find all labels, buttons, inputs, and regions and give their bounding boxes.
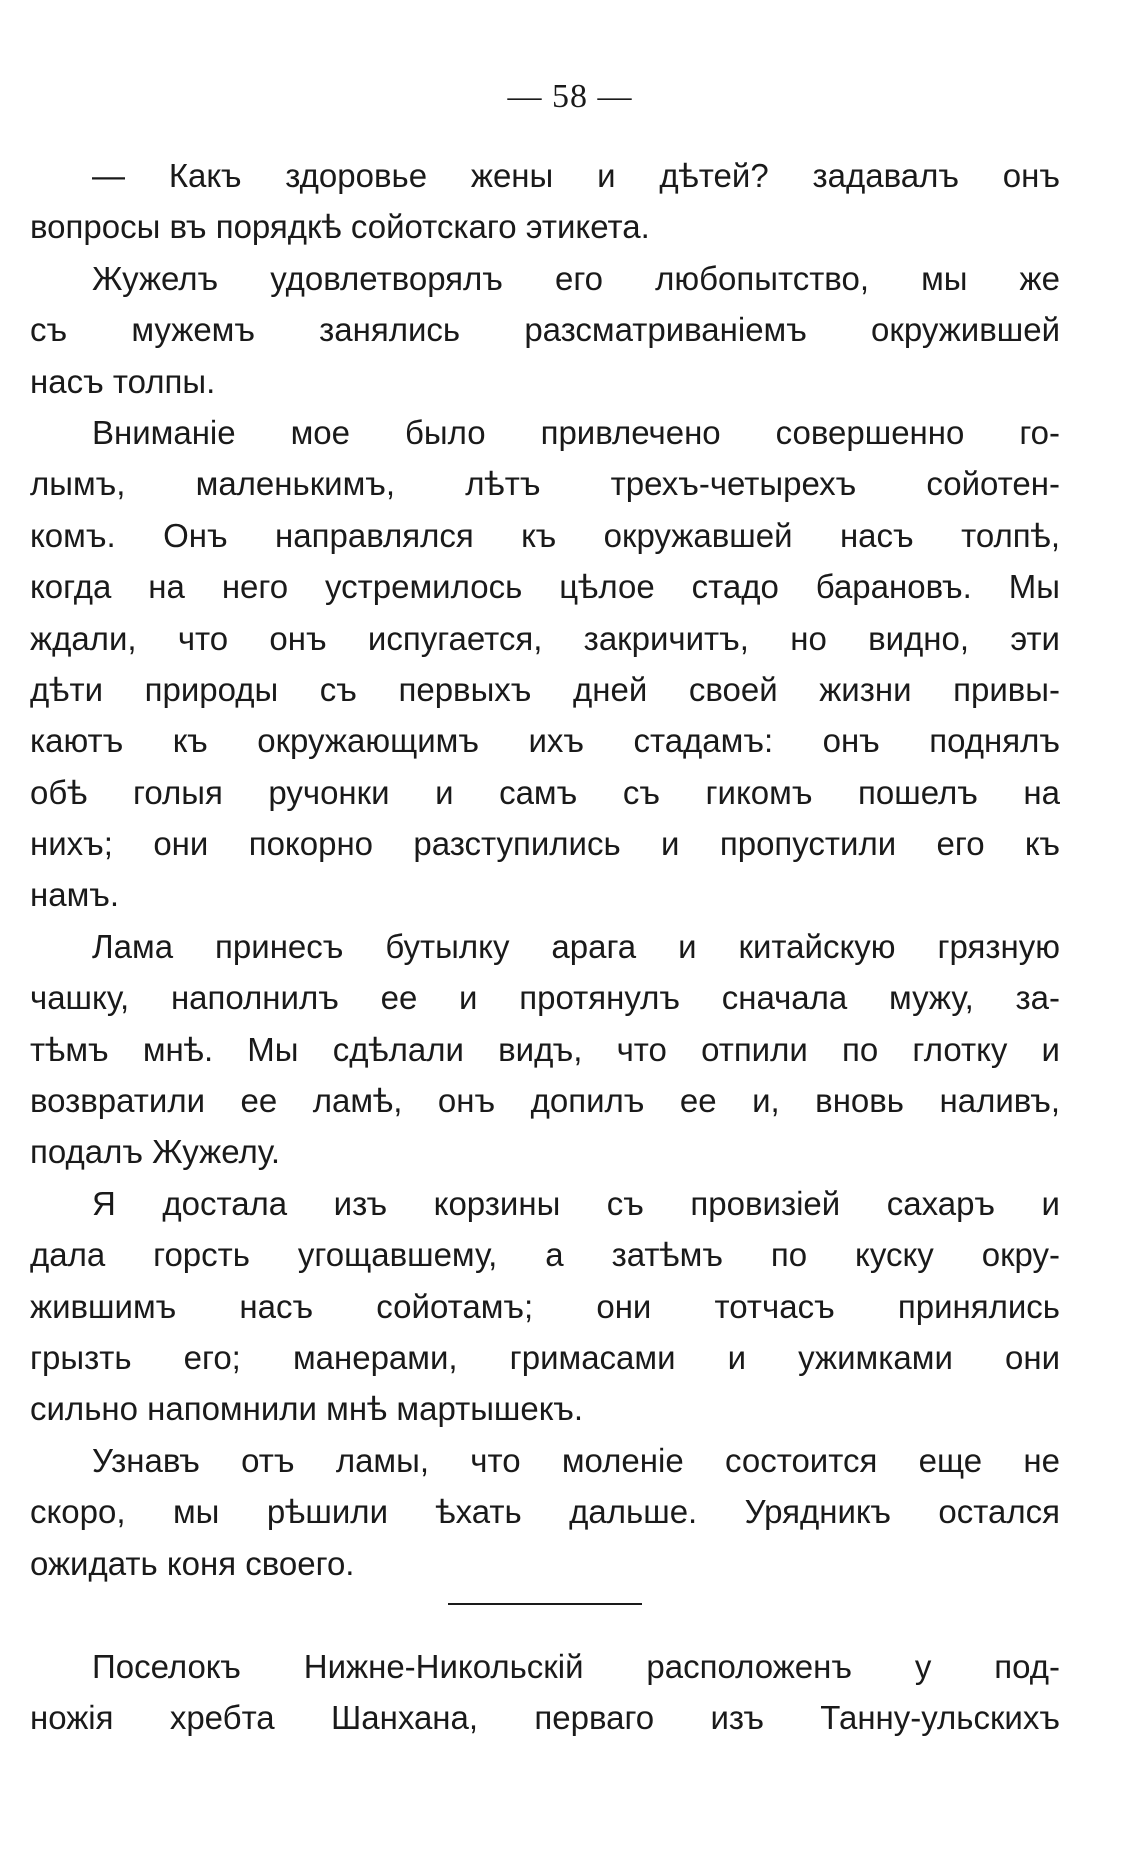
body-text xyxy=(30,150,1060,1744)
text-line: насъ толпы. xyxy=(30,362,216,400)
text-line: ждали, что онъ испугается, закричитъ, но видно, эти xyxy=(30,619,1060,657)
text-line: тѣмъ мнѣ. Мы сдѣлали видъ, что отпили по глотку и xyxy=(30,1030,1060,1068)
text-line: нихъ; они покорно разступились и пропустили его къ xyxy=(30,825,1060,863)
text-line: Поселокъ Нижне-Никольскій расположенъ у под- xyxy=(92,1647,1060,1685)
text-line: когда на него устремилось цѣлое стадо барановъ. Мы xyxy=(30,568,1060,606)
text-line: намъ. xyxy=(30,876,120,914)
text-line: Лама принесъ бутылку арага и китайскую грязную xyxy=(92,927,1060,965)
page-number: — 58 — xyxy=(507,78,633,115)
text-line: Я достала изъ корзины съ провизіей сахаръ и xyxy=(92,1184,1060,1222)
text-line: комъ. Онъ направлялся къ окружавшей насъ толпѣ, xyxy=(30,516,1060,554)
text-line: Вниманіе мое было привлечено совершенно го- xyxy=(92,413,1060,451)
spacer xyxy=(30,1631,1060,1641)
section-divider xyxy=(30,1589,1060,1631)
text-line: — Какъ здоровье жены и дѣтей? задавалъ онъ xyxy=(92,157,1060,194)
text-line: лымъ, маленькимъ, лѣтъ трехъ-четырехъ сойотен- xyxy=(30,465,1060,503)
text-line: дѣти природы съ первыхъ дней своей жизни привы- xyxy=(30,670,1060,708)
text-line: чашку, наполнилъ ее и протянулъ сначала мужу, за- xyxy=(30,979,1060,1017)
text-line: Узнавъ отъ ламы, что моленіе состоится еще не xyxy=(92,1441,1060,1479)
text-line: возвратили ее ламѣ, онъ допилъ ее и, вновь наливъ, xyxy=(30,1082,1060,1120)
text-line: Жужелъ удовлетворялъ его любопытство, мы же xyxy=(92,259,1060,297)
text-line: сильно напомнили мнѣ мартышекъ. xyxy=(30,1390,583,1428)
text-line: жившимъ насъ сойотамъ; они тотчасъ принялись xyxy=(30,1287,1060,1325)
text-line: подалъ Жужелу. xyxy=(30,1133,281,1171)
text-line: дала горсть угощавшему, а затѣмъ по куску окру- xyxy=(30,1236,1060,1274)
text-line: съ мужемъ занялись разсматриваніемъ окружившей xyxy=(30,311,1060,349)
text-line: обѣ голыя ручонки и самъ съ гикомъ пошелъ на xyxy=(30,773,1060,811)
text-line: вопросы въ порядкѣ сойотскаго этикета. xyxy=(30,208,650,246)
text-line: грызть его; манерами, гримасами и ужимками они xyxy=(30,1338,1060,1376)
text-line: ожидать коня своего. xyxy=(30,1544,355,1582)
text-line: ножія хребта Шанхана, перваго изъ Танну-ульскихъ xyxy=(30,1699,1060,1737)
text-line: каютъ къ окружающимъ ихъ стадамъ: онъ поднялъ xyxy=(30,722,1060,760)
text-line: скоро, мы рѣшили ѣхать дальше. Урядникъ остался xyxy=(30,1493,1060,1531)
